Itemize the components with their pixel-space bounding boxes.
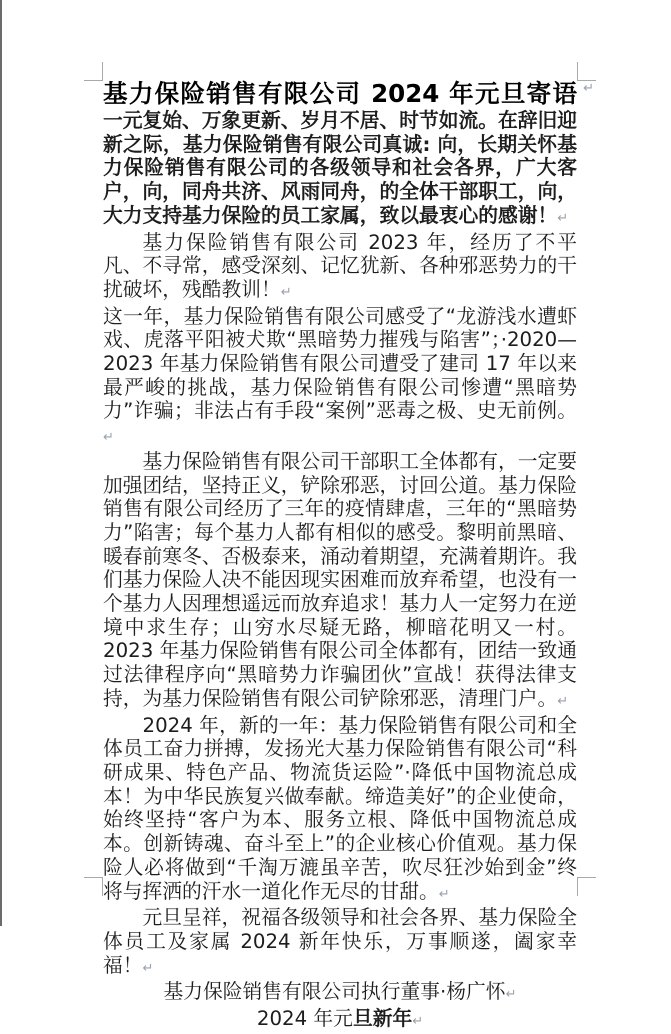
paragraph-text: 基力保险销售有限公司 2023 年，经历了不平凡、不寻常，感受深刻、记忆犹新、各种邪恶势力的干扰破坏，残酷教训！: [103, 230, 578, 301]
date-line-regular: 2024 年元: [256, 1007, 353, 1031]
page-title-text: 基力保险销售有限公司 2024 年元旦寄语: [103, 79, 577, 108]
date-line-bold: 旦新年: [352, 1007, 413, 1031]
paragraph-text: 元旦呈祥，祝福各级领导和社会各界、基力保险全体员工及家属 2024 新年快乐，万事顺遂，阖家幸福！: [103, 906, 578, 977]
paragraph[interactable]: [103, 231, 577, 305]
date-line[interactable]: [103, 1007, 577, 1034]
paragraph[interactable]: [103, 450, 577, 714]
return-mark-icon: ↵: [583, 81, 594, 96]
text-boundary-mark-bottom-right-icon: [577, 877, 596, 896]
document-page[interactable]: [103, 79, 594, 1034]
return-mark-icon: ↵: [557, 693, 569, 709]
paragraph[interactable]: [103, 305, 577, 450]
return-mark-icon: ↵: [505, 987, 517, 1003]
return-mark-icon: ↵: [280, 284, 292, 300]
return-mark-icon: ↵: [142, 960, 154, 976]
text-boundary-mark-bottom-left-icon: [84, 877, 103, 896]
paragraph[interactable]: [103, 109, 577, 231]
document-paragraphs: [103, 109, 577, 1007]
paragraph[interactable]: [103, 980, 577, 1007]
page-title[interactable]: [103, 79, 594, 108]
paragraph-text: 基力保险销售有限公司执行董事·杨广怀: [163, 980, 506, 1004]
return-mark-icon: ↵: [438, 886, 450, 902]
paragraph-text: 2024 年，新的一年：基力保险销售有限公司和全体员工奋力拼搏，发扬光大基力保险销售有限公司“科研成果、特色产品、物流货运险”·降低中国物流总成本！为中华民族复兴做奉献。缔造美好”的企业使命，始终坚持“客户为本、服务立根、降低中国物流总成本。创新铸魂、奋斗至上”的企业核心价值观。基力保险人必将做到“千淘万漉虽辛苦，吹尽狂沙始到金”终将与挥洒的汗水一道化作无尽的甘甜。: [103, 713, 577, 903]
paragraph-text: 这一年，基力保险销售有限公司感受了“龙游浅水遭虾戏、虎落平阳被犬欺“黑暗势力摧残与陷害”；·2020—2023 年基力保险销售有限公司遭受了建司 17 年以来最严峻的挑战，基力保险销售有限公司惨遭“黑暗势力”诈骗；非法占有手段“案例”恶毒之极、史无前例。: [103, 304, 577, 423]
paragraph[interactable]: [103, 714, 577, 907]
paragraph-text: 一元复始、万象更新、岁月不居、时节如流。在辞旧迎新之际，基力保险销售有限公司真诚: 向，长期关怀基力保险销售有限公司的各级领导和社会各界，广大客户，向，同舟共济、风雨同舟，的全体干部职工，向，大力支持基力保险的员工家属，致以最衷心的感谢！: [103, 109, 578, 227]
return-mark-icon: ↵: [557, 210, 569, 226]
page-edge-line: [0, 0, 2, 926]
text-boundary-mark-top-left-icon: [84, 62, 103, 81]
return-mark-icon: ↵: [412, 1014, 424, 1030]
paragraph-text: 基力保险销售有限公司干部职工全体都有，一定要加强团结，坚持正义，铲除邪恶，讨回公道。基力保险销售有限公司经历了三年的疫情肆虐，三年的“黑暗势力”陷害；每个基力人都有相似的感受。黎明前黑暗、暖春前寒冬、否极泰来，涌动着期望，充满着期许。我们基力保险人决不能因现实困难而放弃希望，也没有一个基力人因理想遥远而放弃追求！基力人一定努力在逆境中求生存；山穷水尽疑无路，柳暗花明又一村。2023 年基力保险销售有限公司全体都有，团结一致通过法律程序向“黑暗势力诈骗团伙”宣战！获得法律支持，为基力保险销售有限公司铲除邪恶，清理门户。: [103, 449, 578, 710]
paragraph[interactable]: [103, 906, 577, 980]
return-mark-icon: ↵: [103, 430, 114, 446]
